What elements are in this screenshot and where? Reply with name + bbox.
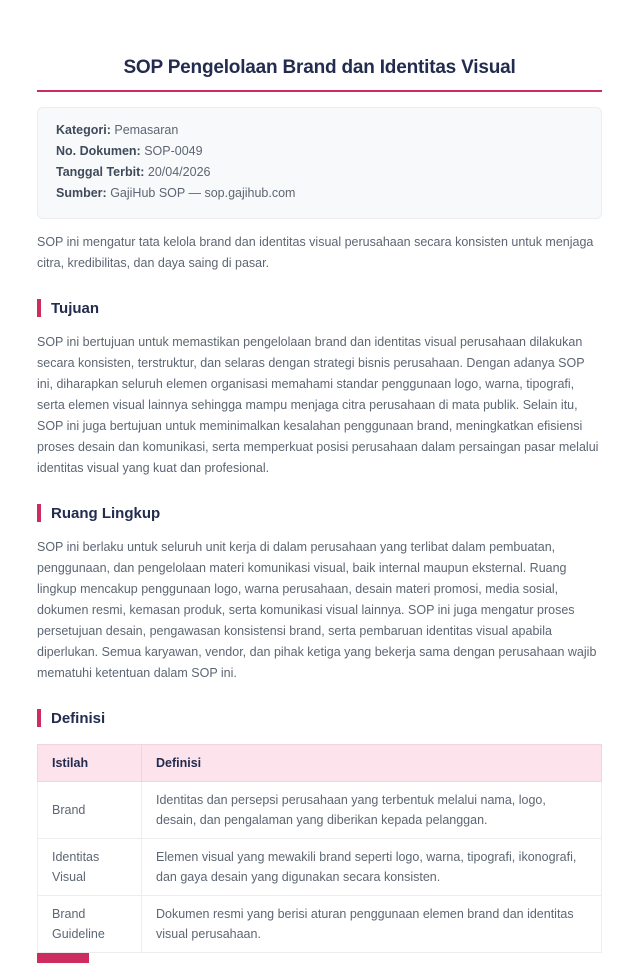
meta-value: Pemasaran bbox=[114, 123, 179, 137]
section-heading-label: Ruang Lingkup bbox=[51, 504, 161, 522]
meta-value: SOP-0049 bbox=[144, 144, 203, 158]
meta-label: No. Dokumen: bbox=[56, 144, 141, 158]
meta-label: Kategori: bbox=[56, 123, 111, 137]
section-heading-label: Definisi bbox=[51, 709, 106, 727]
section-heading-label: Tujuan bbox=[51, 299, 100, 317]
document-meta-box bbox=[37, 107, 602, 219]
definition-cell: Elemen visual yang mewakili brand seperti logo, warna, tipografi, ikonografi, dan gaya desain yang digunakan secara konsisten. bbox=[142, 839, 602, 896]
section-accent-bar bbox=[37, 299, 41, 317]
definition-cell: Dokumen resmi yang berisi aturan penggunaan elemen brand dan identitas visual perusahaan. bbox=[142, 896, 602, 953]
meta-line-kategori bbox=[56, 120, 583, 141]
table-header-definisi: Definisi bbox=[142, 745, 602, 782]
page-title: SOP Pengelolaan Brand dan Identitas Visual bbox=[123, 57, 516, 78]
meta-line-sumber bbox=[56, 183, 583, 204]
title-underline-rule bbox=[37, 90, 602, 92]
meta-line-no-dokumen bbox=[56, 141, 583, 162]
meta-value: 20/04/2026 bbox=[147, 165, 211, 179]
section-heading-tujuan bbox=[37, 299, 602, 317]
term-cell: Brand Guideline bbox=[38, 896, 142, 953]
term-cell: Identitas Visual bbox=[38, 839, 142, 896]
page-bottom-accent-bar bbox=[37, 953, 89, 963]
meta-line-tanggal-terbit bbox=[56, 162, 583, 183]
document-page bbox=[0, 57, 640, 963]
ruang-lingkup-paragraph: SOP ini berlaku untuk seluruh unit kerja di dalam perusahaan yang terlibat dalam pembuatan, penggunaan, dan pengelolaan materi komunikasi visual, baik internal maupun eksternal. Ruang lingkup mencakup penggunaan logo, warna perusahaan, desain materi promosi, media sosial, dokumen resmi, kemasan produk, serta komunikasi visual lainnya. SOP ini juga mengatur proses persetujuan desain, pengawasan konsistensi brand, serta pembaruan identitas visual apabila diperlukan. Semua karyawan, vendor, dan pihak ketiga yang bekerja sama dengan perusahaan wajib mematuhi ketentuan dalam SOP ini. bbox=[37, 540, 597, 680]
table-header-istilah: Istilah bbox=[38, 745, 142, 782]
term-cell: Brand bbox=[38, 782, 142, 839]
definition-cell: Identitas dan persepsi perusahaan yang terbentuk melalui nama, logo, desain, dan pengalaman yang diberikan kepada pelanggan. bbox=[142, 782, 602, 839]
meta-value: GajiHub SOP — sop.gajihub.com bbox=[110, 186, 296, 200]
section-accent-bar bbox=[37, 709, 41, 727]
table-row bbox=[38, 896, 602, 953]
section-heading-definisi bbox=[37, 709, 602, 727]
table-row bbox=[38, 782, 602, 839]
section-accent-bar bbox=[37, 504, 41, 522]
tujuan-paragraph: SOP ini bertujuan untuk memastikan pengelolaan brand dan identitas visual perusahaan dilakukan secara konsisten, terstruktur, dan selaras dengan strategi bisnis perusahaan. Dengan adanya SOP ini, diharapkan seluruh elemen organisasi memahami standar penggunaan logo, warna, tipografi, serta elemen visual lainnya sehingga mampu menjaga citra perusahaan di mata publik. Selain itu, SOP ini juga bertujuan untuk meminimalkan kesalahan penggunaan brand, meningkatkan efisiensi proses desain dan komunikasi, serta memperkuat posisi perusahaan dalam persaingan pasar melalui identitas visual yang kuat dan profesional. bbox=[37, 335, 599, 475]
section-heading-ruang-lingkup bbox=[37, 504, 602, 522]
meta-label: Tanggal Terbit: bbox=[56, 165, 145, 179]
definisi-table bbox=[37, 744, 602, 953]
table-row bbox=[38, 839, 602, 896]
meta-label: Sumber: bbox=[56, 186, 107, 200]
table-header-row bbox=[38, 745, 602, 782]
intro-paragraph: SOP ini mengatur tata kelola brand dan identitas visual perusahaan secara konsisten untuk menjaga citra, kredibilitas, dan daya saing di pasar. bbox=[37, 235, 594, 270]
